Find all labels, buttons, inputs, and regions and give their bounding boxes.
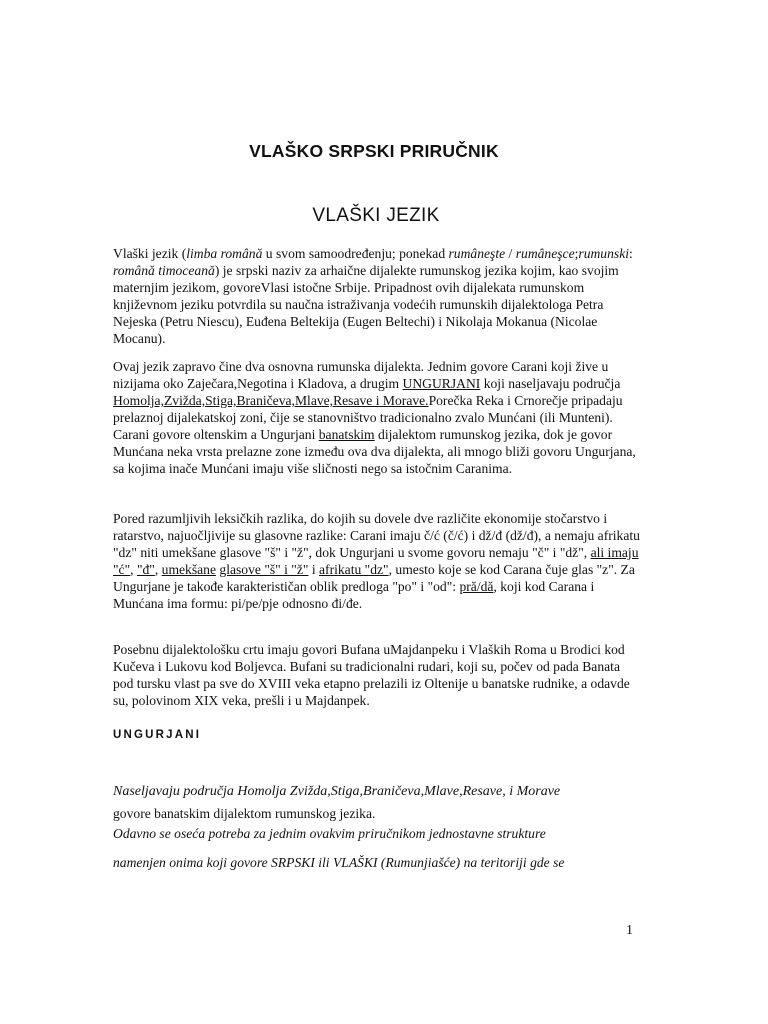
underlined-text: glasove "š" i "ž": [219, 562, 309, 577]
underlined-text: umekšane: [161, 562, 216, 577]
text-run: Vlaški jezik (: [113, 246, 187, 261]
paragraph-differences: [113, 510, 643, 612]
underlined-text: afrikatu "dz": [319, 562, 389, 577]
text-run: koji naseljavaju područja: [480, 376, 621, 391]
text-run: , koji kod Carana i Munćana ima formu: pi/pe/pje odnosno đi/đe.: [113, 579, 595, 611]
text-run: :: [629, 246, 633, 261]
underlined-text: UNGURJANI: [402, 376, 481, 391]
paragraph-dialects: [113, 358, 643, 477]
text-run: u svom samoodređenju; ponekad: [262, 246, 449, 261]
text-run: i: [308, 562, 320, 577]
text-run: dijalektom rumunskog jezika, dok je govor Munćana neka vrsta prelazne zone između ova dva dijalekta, ali mnogo bliži govoru Ungurjana, sa kojima inače Munćani imaju više sličnosti nego sa istočnim Caranima.: [113, 427, 636, 476]
text-run: ,: [154, 562, 162, 577]
page-subtitle: VLAŠKI JEZIK: [312, 205, 440, 226]
handwritten-style-line-1: Naseljavaju područja Homolja Zviždа,Stiga,Braničeva,Mlave,Resave, i Morave: [113, 784, 561, 799]
italic-line-4: namenjen onima koji govore SRPSKI ili VLAŠKI (Rumunjiašće) na teritoriji gde se: [113, 855, 565, 870]
text-run: , umesto koje se kod Carana čuje glas "z". Za Ungurjane je takođe karakterističan oblik predloga "po" i "od":: [113, 562, 635, 594]
underlined-text: ali imaju "ć": [113, 545, 639, 577]
italic-text: română timoceană: [113, 263, 215, 278]
italic-text: rumunski: [578, 246, 630, 261]
italic-text: rumâneşce: [515, 246, 575, 261]
paragraph-intro: [113, 245, 643, 347]
text-run: ;: [574, 246, 579, 261]
paragraph-bufani: [113, 641, 643, 709]
underlined-text: Homolja,Zvižda,Stiga,Braničeva,Mlave,Resave i Morave.: [113, 393, 429, 408]
text-run: ,: [130, 562, 137, 577]
text-run: Ovaj jezik zapravo čine dva osnovna rumunska dijalekta. Jednim govore Carani koji žive u nizijama oko Zaječara,Negotina i Kladova, a drugim: [113, 359, 609, 391]
text-run: Pored razumljivih leksičkih razlika, do kojih su dovele dve različite ekonomije stočarstvo i ratarstvo, najuočljivije su glasovne razlike: Carani imaju č/ć (č/ć) i dž/đ (dž/đ), a nemaju afrikatu "dz" niti umekšane glasove "š" i "ž", dok Ungurjani u svome govoru nemaju "č" i "dž",: [113, 511, 640, 560]
underlined-text: "đ": [136, 562, 155, 577]
text-run: /: [505, 246, 516, 261]
italic-line-3: Odavno se oseća potreba za jednim ovakvim priručnikom jednostavne strukture: [113, 826, 546, 841]
italic-text: rumâneşte: [448, 246, 506, 261]
text-run: Posebnu dijalektološku crtu imaju govori Bufana uMajdanpeku i Vlaških Roma u Brodici kod Kučeva i Lukovu kod Boljevca. Bufani su tradicionalni rudari, koji su, počev od pada Banata pod tursku vlast pa sve do XVIII veka etapno prelazili iz Oltenije u banatske rudnike, a odavde su, polovinom XIX veka, prešli i u Majdanpek.: [113, 642, 630, 708]
section-heading-ungurjani: UNGURJANI: [113, 729, 202, 741]
text-run: Porečka Reka i Crnorečje pripadaju prelaznoj dijalekatskoj zoni, čije se stanovništvo tradicionalno zvalo Munćani (ili Munteni). Carani govore oltenskim a Ungurjani: [113, 393, 623, 442]
underlined-text: banatskim: [318, 427, 375, 442]
text-run: ) je srpski naziv za arhaične dijalekte rumunskog jezika kojim, kao svojim maternjim jezikom, govoreVlasi istočne Srbije. Pripadnost ovih dijalekata rumunskom književnom jeziku potvrdila su naučna istraživanja vodećih rumunskih dijalektologa Petra Nejeska (Petru Niescu), Euđena Beltekija (Eugen Beltechi) i Nikolaja Mokanua (Nicolae Mocanu).: [113, 263, 619, 346]
italic-text: limba română: [186, 246, 263, 261]
underlined-text: pră/dă: [459, 579, 494, 594]
page-title: VLAŠKO SRPSKI PRIRUČNIK: [249, 141, 499, 161]
body-line-2: govore banatskim dijalektom rumunskog jezika.: [113, 806, 376, 821]
page-number: 1: [626, 923, 633, 938]
